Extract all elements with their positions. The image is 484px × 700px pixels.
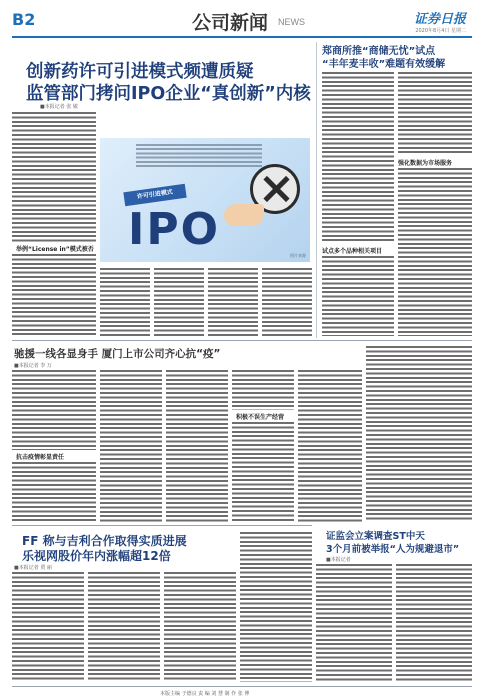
tr-text-col1b: [322, 256, 394, 336]
tr-text-continued: [366, 346, 472, 522]
section-title: 公司新闻: [192, 12, 269, 34]
tr-text-col1a: [322, 72, 394, 242]
bl-text-col4: [240, 532, 312, 682]
lead-headline-line2: 监管部门拷问IPO企业“真创新”内核: [26, 84, 311, 104]
illustration-caption-lines: [136, 144, 262, 168]
mid-text-col4a: [232, 370, 294, 410]
tr-subhead2: 强化数据为市场服务: [398, 160, 453, 167]
lead-subhead: 举例“License in”模式被否: [16, 246, 94, 253]
illustration-sign: 许可引进模式: [123, 184, 186, 206]
footer-rule: [12, 686, 472, 687]
lead-illustration: [100, 138, 310, 262]
mid-byline: ■本报记者 李 万: [14, 363, 52, 369]
bl-byline: ■本报记者 贾 丽: [14, 565, 52, 571]
lead-text-col1b: [12, 254, 96, 336]
lead-text-col3: [154, 268, 204, 336]
bl-text-col1: [12, 572, 84, 682]
mid-text-col3: [166, 370, 228, 522]
illustration-credit: 图片来源: [290, 253, 306, 258]
br-text-col2: [396, 564, 472, 682]
mid-text-col1a: [12, 370, 96, 450]
br-text-col1: [316, 564, 392, 682]
tr-text-col2b: [398, 168, 472, 336]
bl-text-col3: [164, 572, 236, 682]
lead-headline-line1: 创新药许可引进模式频遭质疑: [26, 62, 254, 82]
mid-text-col2: [100, 370, 162, 522]
tr-headline-line1: 郑商所推“商储无忧”试点: [322, 46, 436, 57]
paper-logo: 证券日报: [413, 12, 466, 27]
section-divider: [12, 340, 472, 341]
mid-headline: 驰援一线各显身手 厦门上市公司齐心抗“疫”: [14, 348, 221, 360]
br-headline-line1: 证监会立案调查ST中天: [326, 531, 425, 542]
tr-subhead1: 试点多个品种相关项目: [322, 248, 383, 255]
lead-byline: ■本报记者 张 敏: [40, 104, 78, 110]
bl-headline-line1: FF 称与吉利合作取得实质进展: [22, 534, 187, 548]
mid-subhead2: 积极不误生产经营: [236, 414, 285, 421]
mid-text-col4b: [232, 422, 294, 522]
mid-text-col5: [298, 370, 362, 522]
tr-text-col2a: [398, 72, 472, 154]
lead-text-col4: [208, 268, 258, 336]
footer-credits: 本版主编 于德良 责 编 刘 慧 制 作 张 博: [160, 691, 250, 697]
column-divider: [316, 42, 317, 338]
br-headline-line2: 3个月前被举报“人为规避退市”: [326, 544, 460, 555]
br-byline: ■本报记者: [326, 557, 351, 563]
mid-subhead1: 抗击疫情彰显责任: [16, 454, 65, 461]
hand-icon: [224, 204, 264, 226]
masthead: [12, 6, 472, 38]
ipo-letters-icon: IPO: [128, 204, 221, 255]
lead-text-col1a: [12, 112, 96, 242]
section-divider: [12, 525, 312, 526]
lead-text-col5: [262, 268, 312, 336]
lead-text-col2: [100, 268, 150, 336]
bl-text-col2: [88, 572, 160, 682]
tr-headline-line2: “丰年麦丰收”难题有效缓解: [322, 59, 446, 70]
section-title-en: NEWS: [278, 17, 305, 27]
paper-date: 2020年8月4日 星期二: [415, 28, 466, 34]
mid-text-col1b: [12, 462, 96, 522]
bl-headline-line2: 乐视网股价年内涨幅超12倍: [22, 549, 171, 563]
page-number: B2: [12, 10, 36, 29]
